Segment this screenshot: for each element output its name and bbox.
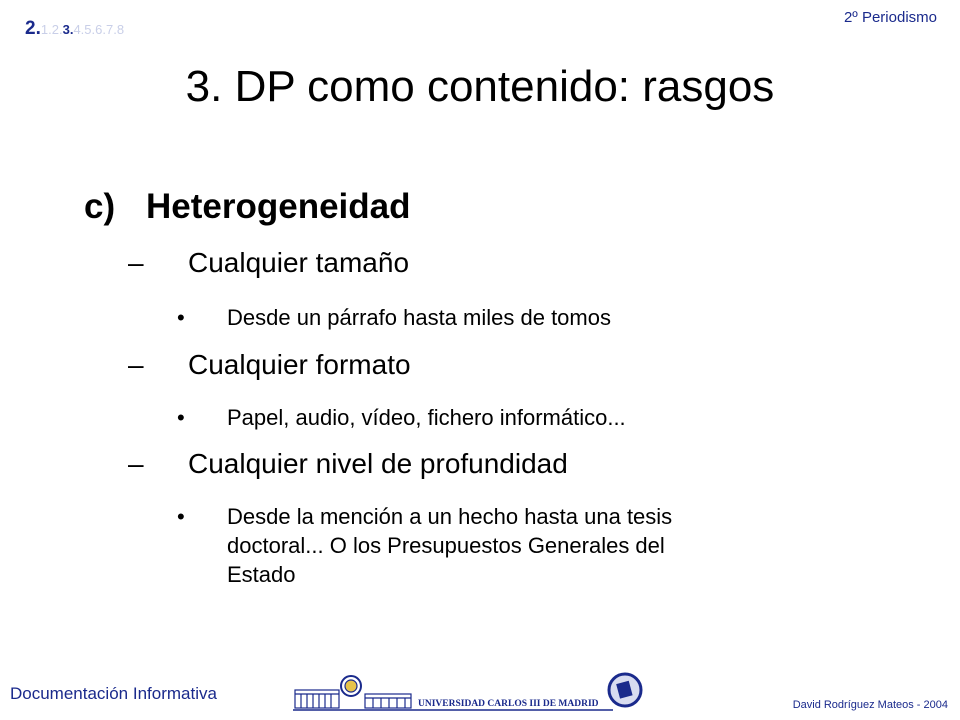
nav-section-number[interactable]: 2. [25, 18, 41, 39]
slide-title: 3. DP como contenido: rasgos [185, 62, 775, 111]
footer-course-name: Documentación Informativa [10, 684, 217, 703]
heading-label: c) [84, 187, 116, 226]
university-logo [293, 672, 653, 716]
bullet-marker: • [177, 305, 185, 330]
nav-item-7[interactable]: 7 [106, 22, 114, 37]
bullet-marker: • [177, 405, 185, 430]
list-item [128, 349, 411, 381]
nav-item-6[interactable]: 6 [95, 22, 103, 37]
sub-point-text: Papel, audio, vídeo, fichero informático... [227, 405, 626, 430]
point-text: Cualquier tamaño [188, 247, 410, 278]
bullet-marker: • [177, 504, 185, 529]
dash-marker: – [128, 349, 144, 380]
nav-item-3-current[interactable]: 3 [62, 22, 70, 37]
list-item [128, 448, 568, 480]
nav-item-5[interactable]: 5 [84, 22, 92, 37]
course-label: 2º Periodismo [843, 9, 937, 26]
list-item [128, 247, 409, 279]
section-nav: 2.1.2.3.4.5.6.7.8 [25, 18, 125, 39]
sub-point-text: Desde la mención a un hecho hasta una tesis doctoral... O los Presupuestos Generales del Estado [227, 504, 673, 587]
nav-item-1[interactable]: 1 [40, 22, 49, 37]
heading-text: Heterogeneidad [146, 187, 411, 226]
nav-item-4[interactable]: 4 [73, 22, 81, 37]
nav-item-8[interactable]: 8 [116, 22, 125, 37]
point-text: Cualquier nivel de profundidad [188, 448, 568, 479]
nav-item-2[interactable]: 2 [51, 22, 59, 37]
dash-marker: – [128, 448, 144, 479]
main-heading [84, 187, 411, 227]
footer-author: David Rodríguez Mateos - 2004 [792, 699, 948, 711]
dash-marker: – [128, 247, 144, 278]
sub-point-text: Desde un párrafo hasta miles de tomos [227, 305, 611, 330]
point-text: Cualquier formato [188, 349, 411, 380]
university-name: UNIVERSIDAD CARLOS III DE MADRID [418, 699, 599, 709]
